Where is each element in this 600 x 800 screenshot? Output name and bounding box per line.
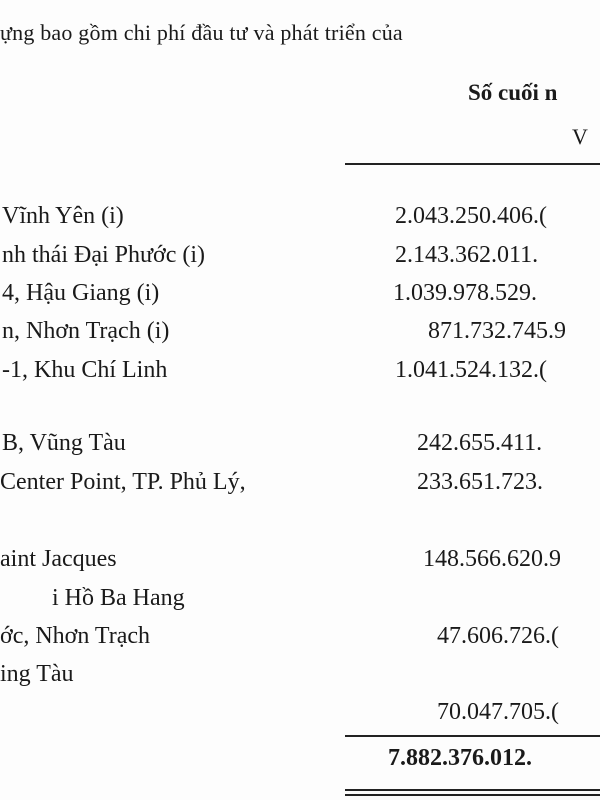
intro-text: ựng bao gồm chi phí đầu tư và phát triển của xyxy=(0,20,403,45)
row-label: Vĩnh Yên (i) xyxy=(2,203,124,229)
row-label: n, Nhơn Trạch (i) xyxy=(2,318,170,344)
table-row xyxy=(0,318,600,352)
row-label: ớc, Nhơn Trạch xyxy=(0,623,151,649)
row-value: 2.043.250.406.( xyxy=(395,203,547,229)
row-label: nh thái Đại Phước (i) xyxy=(2,242,205,268)
row-value: 47.606.726.( xyxy=(437,623,559,649)
row-label: B, Vũng Tàu xyxy=(2,430,126,456)
row-label: ing Tàu xyxy=(0,661,74,687)
header-underline xyxy=(345,163,600,165)
row-label: Center Point, TP. Phủ Lý, xyxy=(0,469,246,495)
row-label: i Hồ Ba Hang xyxy=(52,585,185,611)
row-value: 2.143.362.011. xyxy=(395,242,539,268)
table-row xyxy=(0,280,600,314)
row-label: -1, Khu Chí Linh xyxy=(2,357,168,383)
row-label: aint Jacques xyxy=(0,546,117,572)
table-row xyxy=(0,430,600,464)
total-double-rule-2 xyxy=(345,794,600,796)
row-value: 871.732.745.9 xyxy=(428,318,566,344)
total-double-rule-1 xyxy=(345,789,600,791)
row-value: 233.651.723. xyxy=(417,469,543,495)
table-row xyxy=(0,661,600,695)
column-header-currency: V xyxy=(572,124,588,149)
table-row xyxy=(0,357,600,391)
table-row xyxy=(0,585,600,619)
table-row xyxy=(0,469,600,503)
table-row xyxy=(0,623,600,657)
row-value: 1.041.524.132.( xyxy=(395,357,547,383)
row-value: 242.655.411. xyxy=(417,430,543,456)
total-top-rule xyxy=(345,735,600,737)
row-value: 148.566.620.9 xyxy=(423,546,561,572)
table-row xyxy=(0,699,600,733)
table-row xyxy=(0,546,600,580)
column-header-period: Số cuối n xyxy=(468,80,558,105)
row-value: 70.047.705.( xyxy=(437,699,559,725)
table-row xyxy=(0,203,600,237)
row-value: 1.039.978.529. xyxy=(393,280,537,306)
row-label: 4, Hậu Giang (i) xyxy=(2,280,160,306)
table-row xyxy=(0,242,600,276)
total-value: 7.882.376.012. xyxy=(388,745,532,771)
